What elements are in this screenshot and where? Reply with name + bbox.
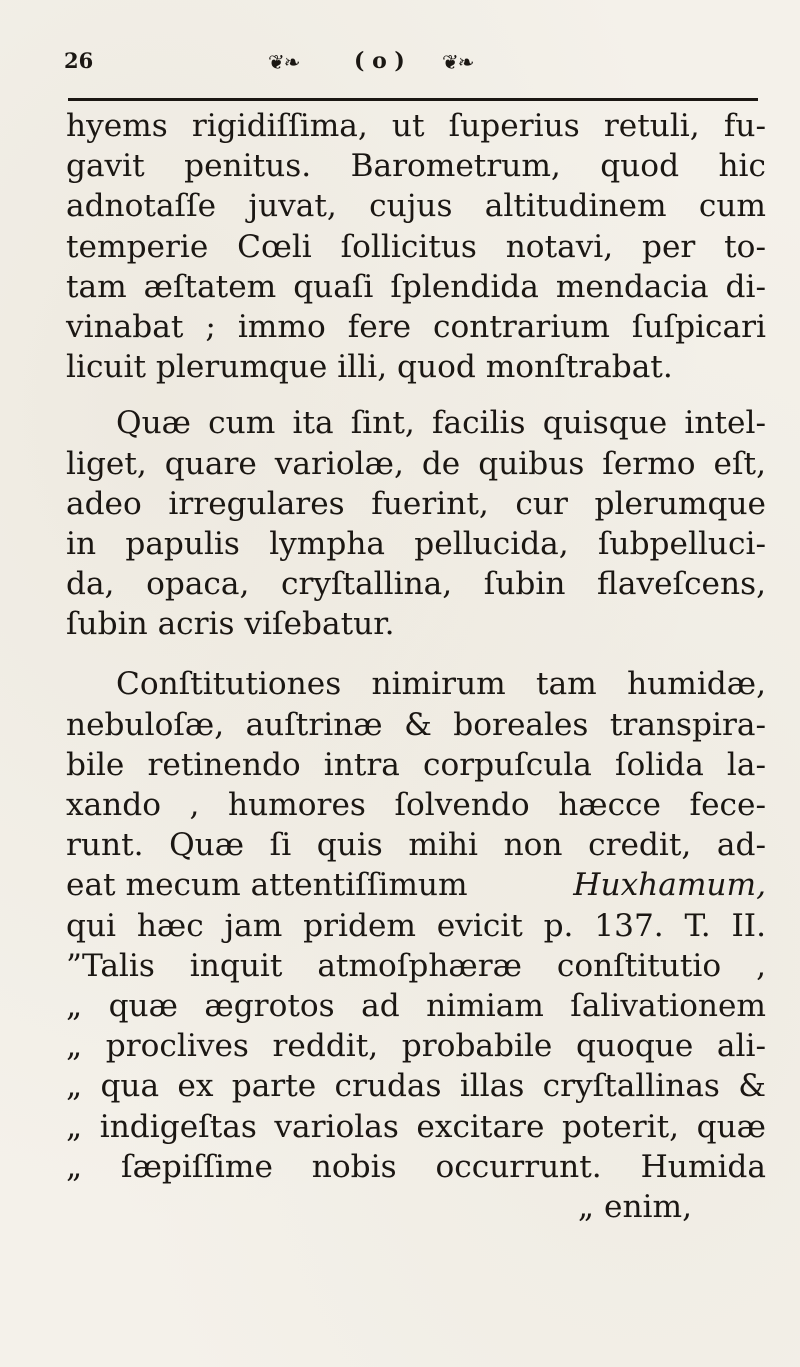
- text-line: hyems rigidiſſima, ut ſuperius retuli, fu-: [66, 108, 766, 144]
- text-line: liget, quare variolæ, de quibus ſermo eſt,: [66, 445, 766, 482]
- text-line: tam æſtatem quaſi ſplendida mendacia di-: [66, 268, 766, 305]
- text-line: vinabat ; immo fere contrarium ſuſpicari: [66, 308, 766, 345]
- text-line: „ indigeſtas variolas excitare poterit, quæ: [66, 1108, 766, 1145]
- text-line: runt. Quæ ſi quis mihi non credit, ad-: [66, 827, 766, 864]
- text-line: „ quæ ægrotos ad nimiam ſalivationem: [66, 987, 766, 1024]
- ornament-left-icon: ❦❧: [268, 50, 300, 74]
- text-line: adnotaſſe juvat, cujus altitudinem cum: [66, 188, 766, 225]
- paragraph-1: [66, 106, 766, 387]
- text-line: „ proclives reddit, probabile quoque ali-: [66, 1028, 766, 1065]
- text-line: „ qua ex parte crudas illas cryſtallinas &: [66, 1068, 766, 1105]
- text-line: temperie Cœli ſollicitus notavi, per to-: [66, 228, 766, 265]
- text-line: adeo irregulares fuerint, cur plerumque: [66, 485, 766, 522]
- text-line: „ ſæpiſſime nobis occurrunt. Humida: [66, 1148, 766, 1185]
- text-line: ſubin acris viſebatur.: [66, 606, 395, 643]
- ornament-right-icon: ❦❧: [442, 50, 474, 74]
- text-line: da, opaca, cryſtallina, ſubin flaveſcens,: [66, 566, 766, 603]
- text-line: qui hæc jam pridem evicit p. 137. T. II.: [66, 907, 766, 944]
- text-line: Conſtitutiones nimirum tam humidæ,: [116, 666, 766, 703]
- running-header: [64, 48, 754, 82]
- paragraph-3: [66, 664, 766, 1227]
- text-line: in papulis lympha pellucida, ſubpelluci-: [66, 525, 766, 562]
- text-line-with-citation: [66, 865, 766, 905]
- text-line: bile retinendo intra corpuſcula ſolida la-: [66, 746, 766, 783]
- text-line: licuit plerumque illi, quod monſtrabat.: [66, 349, 673, 386]
- text-line-part: eat mecum attentiſſimum: [66, 867, 468, 904]
- paragraph-2: [66, 403, 766, 644]
- text-line: gavit penitus. Barometrum, quod hic: [66, 148, 766, 185]
- text-line: Quæ cum ita ſint, facilis quisque intel-: [116, 405, 766, 442]
- catchword: „ enim,: [577, 1188, 692, 1225]
- text-line: xando , humores ſolvendo hæcce fece-: [66, 787, 766, 823]
- body-text: [66, 106, 766, 1227]
- signature-mark: ( o ): [354, 48, 405, 74]
- header-rule: [68, 98, 758, 101]
- cited-author: Huxhamum,: [573, 867, 766, 904]
- text-line: ”Talis inquit atmoſphæræ conſtitutio ,: [66, 947, 766, 984]
- text-line: nebuloſæ, auſtrinæ & boreales transpira-: [66, 706, 766, 743]
- page-number: 26: [64, 48, 94, 73]
